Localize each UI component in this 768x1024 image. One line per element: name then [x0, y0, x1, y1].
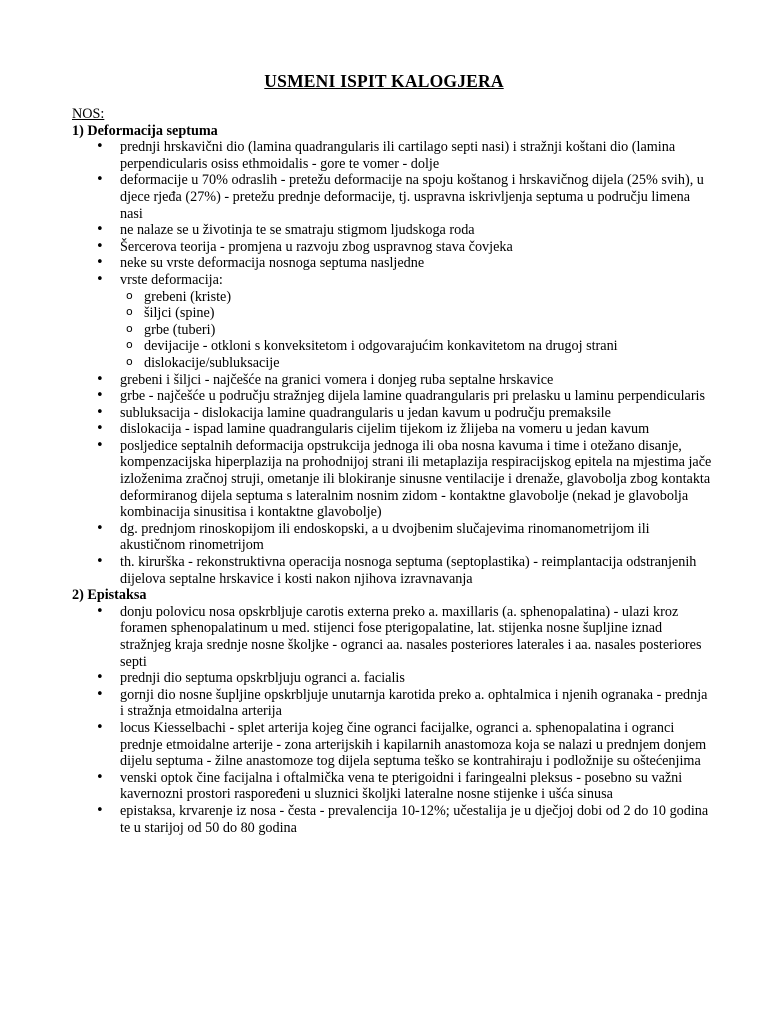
list-item: • th. kirurška - rekonstruktivna operacija nosnoga septuma (septoplastika) - reimplantacija odstranjenih dijelova septalne hrskavice i kosti nakon njihova izravnavanja: [120, 554, 712, 587]
list-item: • grbe - najčešće u području stražnjeg dijela lamine quadrangularis pri prelasku u laminu perpendicularis: [120, 388, 712, 405]
list-item: • prednji hrskavični dio (lamina quadrangularis ili cartilago septi nasi) i stražnji koštani dio (lamina perpendicularis osiss ethmoidalis - gore te vomer - dolje: [120, 139, 712, 172]
document-title: USMENI ISPIT KALOGJERA: [264, 71, 504, 91]
list-item: • prednji dio septuma opskrbljuju ogranci a. facialis: [120, 670, 712, 687]
section-heading-epistaksa: 2) Epistaksa: [72, 587, 147, 604]
bullet-list-deformacija: [72, 139, 712, 587]
list-item: • ne nalaze se u životinja te se smatraju stigmom ljudskoga roda: [120, 222, 712, 239]
list-item: • dg. prednjom rinoskopijom ili endoskopski, a u dvojbenim slučajevima rinomanometrijom ili akustičnom rinometrijom: [120, 521, 712, 554]
list-item: • venski optok čine facijalna i oftalmička vena te pterigoidni i faringealni pleksus - posebno su važni kavernozni prostori raspoređeni u sluznici školjki lateralne nosne stijenke i ušća sinusa: [120, 770, 712, 803]
nos-label: NOS:: [72, 106, 105, 122]
section-heading-deformacija: 1) Deformacija septuma: [72, 122, 218, 139]
list-item: • posljedice septalnih deformacija opstrukcija jednoga ili oba nosna kavuma i time i otežano disanje, kompenzacijska hiperplazija na prohodnijoj strani ili metaplazija respiracijskog epitela na mjestima jače izloženima zračnoj struji, ometanje ili blokiranje sinusne ventilacije i drenaže, glavobolja zbog kontakta deformiranog dijela septuma s lateralnim nosnim zidom - kontaktne glavobolje (nekad je glavobolja kombinacija sinusitisa i kontaktne glavobolje): [120, 438, 712, 521]
list-item: • grebeni i šiljci - najčešće na granici vomera i donjeg ruba septalne hrskavice: [120, 372, 712, 389]
list-item: • gornji dio nosne šupljine opskrbljuje unutarnja karotida preko a. ophtalmica i njenih ogranaka - prednja i stražnja etmoidalna arterija: [120, 687, 712, 720]
document-body: [72, 106, 712, 836]
sub-list-item: o šiljci (spine): [144, 305, 712, 322]
sub-list-item: o grbe (tuberi): [144, 322, 712, 339]
list-item: • epistaksa, krvarenje iz nosa - česta - prevalencija 10-12%; učestalija je u dječjoj dobi od 2 do 10 godina te u starijoj od 50 do 80 godina: [120, 803, 712, 836]
sub-list-item: o dislokacije/subluksacije: [144, 355, 712, 372]
list-item-vrste-deformacija: [120, 272, 712, 372]
list-item-text: vrste deformacija:: [120, 271, 223, 288]
list-item: • subluksacija - dislokacija lamine quadrangularis u jedan kavum u području premaksile: [120, 405, 712, 422]
sub-list-item: o devijacije - otkloni s konveksitetom i odgovarajućim konkavitetom na drugoj strani: [144, 338, 712, 355]
sub-list-item: o grebeni (kriste): [144, 289, 712, 306]
list-item: • donju polovicu nosa opskrbljuje carotis externa preko a. maxillaris (a. sphenopalatina) - ulazi kroz foramen sphenopalatinum u med. stijenci fose pterigopalatine, lat. stijenka nosne šupljine iznad stražnjeg kraja srednje nosne školjke - ogranci aa. nasales posteriores laterales i aa. nasales posteriores septi: [120, 604, 712, 670]
list-item: • dislokacija - ispad lamine quadrangularis cijelim tijekom iz žlijeba na vomeru u jedan kavum: [120, 421, 712, 438]
sub-list-vrste-deformacija: [120, 289, 712, 372]
list-item: • deformacije u 70% odraslih - pretežu deformacije na spoju koštanog i hrskavičnog dijela (25% svih), u djece rjeđa (27%) - pretežu prednje deformacije, tj. uspravna iskrivljenja septuma u području limena nasi: [120, 172, 712, 222]
list-item: • neke su vrste deformacija nosnoga septuma nasljedne: [120, 255, 712, 272]
list-item: • Šercerova teorija - promjena u razvoju zbog uspravnog stava čovjeka: [120, 239, 712, 256]
bullet-list-epistaksa: [72, 604, 712, 836]
list-item: • locus Kiesselbachi - splet arterija kojeg čine ogranci facijalke, ogranci a. sphenopalatina i ogranci prednje etmoidalne arterije - zona arterijskih i kapilarnih anastomoza koja se nalazi u prednjem donjem dijelu septuma - žilne anastomoze tog dijela septuma teško se kontrahiraju i podložnije su oštećenjima: [120, 720, 712, 770]
